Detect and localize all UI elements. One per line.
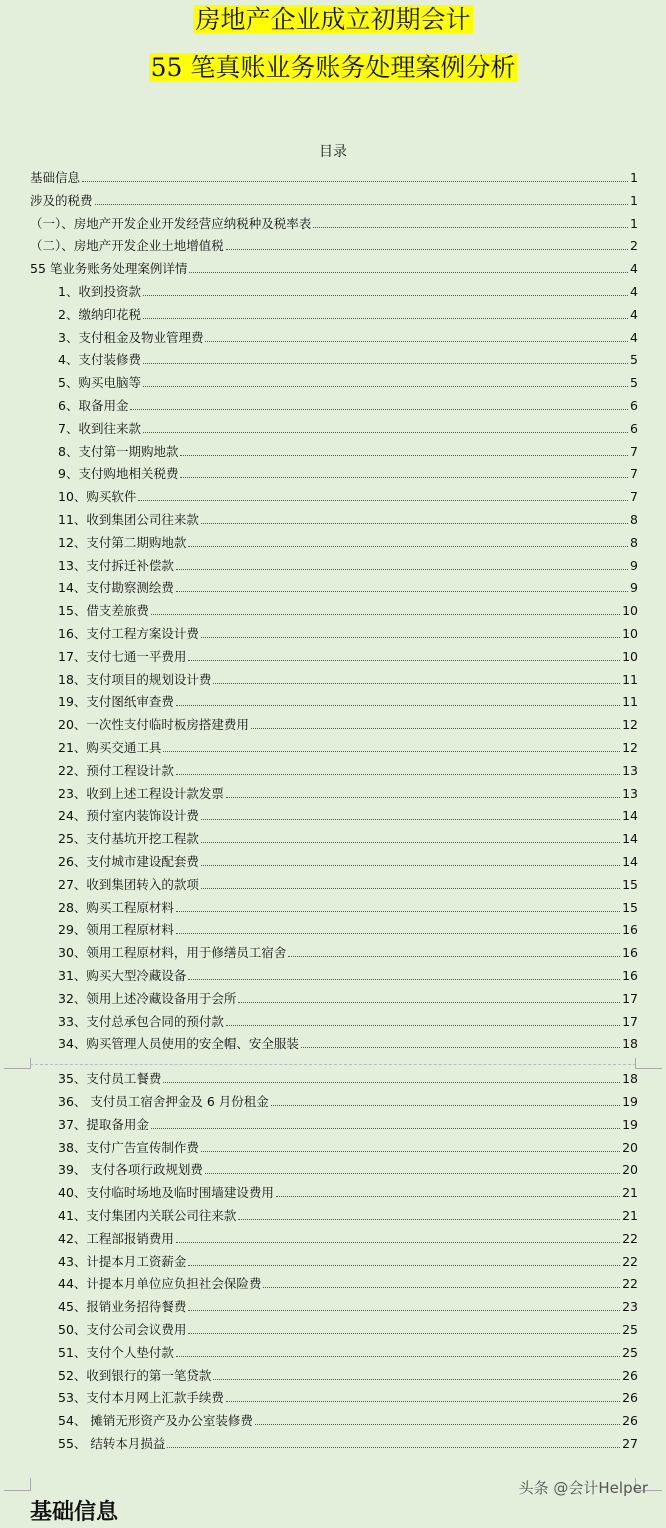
toc-entry[interactable]: [58, 987, 638, 1007]
toc-entry-label: 7、收到往来款: [58, 420, 141, 436]
toc-entry-label: 10、购买软件: [58, 489, 137, 505]
toc-entry-page: 11: [622, 694, 638, 710]
toc-entry[interactable]: [58, 1272, 638, 1292]
toc-entry[interactable]: [58, 554, 638, 574]
toc-entry-label: 16、支付工程方案设计费: [58, 626, 199, 641]
toc-entry-label: 21、购买交通工具: [58, 740, 162, 755]
toc-entry-page: 20: [622, 1139, 638, 1155]
toc-entry-page: 15: [622, 899, 638, 915]
toc-dot-leader: [213, 683, 620, 684]
toc-dot-leader: [143, 432, 628, 433]
toc-dot-leader: [226, 1025, 620, 1026]
toc-dot-leader: [226, 1401, 620, 1402]
toc-entry-label: 39、 支付各项行政规划费: [58, 1162, 203, 1178]
toc-entry-label: 9、支付购地相关税费: [58, 466, 179, 482]
page-break-line: [30, 1064, 636, 1065]
toc-entry[interactable]: [30, 212, 638, 232]
toc-entry-label: 19、支付图纸审查费: [58, 694, 174, 710]
toc-entry-page: 7: [630, 466, 638, 482]
toc-dot-leader: [205, 341, 628, 342]
toc-entry-label: 30、领用工程原材料，用于修缮员工宿舍: [58, 945, 287, 961]
toc-entry-page: 7: [630, 443, 638, 459]
toc-dot-leader: [151, 1128, 620, 1129]
toc-entry-label: 8、支付第一期购地款: [58, 443, 179, 459]
toc-dot-leader: [143, 295, 628, 296]
toc-entry[interactable]: [58, 326, 638, 346]
toc-entry-label: 13、支付拆迁补偿款: [58, 557, 174, 573]
toc-entry-label: 20、一次性支付临时板房搭建费用: [58, 717, 249, 733]
toc-heading: 目录: [319, 144, 347, 160]
toc-dot-leader: [188, 1310, 620, 1311]
toc-entry[interactable]: [58, 1341, 638, 1361]
toc-entry-label: 50、支付公司会议费用: [58, 1322, 187, 1337]
toc-entry[interactable]: [58, 1158, 638, 1178]
toc-dot-leader: [213, 1379, 620, 1380]
toc-entry[interactable]: [58, 782, 638, 802]
toc-entry-label: 31、购买大型冷藏设备: [58, 968, 187, 983]
toc-entry-label: （一）、房地产开发企业开发经营应纳税种及税率表: [30, 215, 312, 231]
toc-entry-page: 9: [630, 557, 638, 573]
toc-entry[interactable]: [58, 1113, 638, 1133]
toc-entry-label: 6、取备用金: [58, 398, 129, 413]
toc-dot-leader: [163, 1082, 620, 1083]
toc-entry-label: 4、支付装修费: [58, 352, 141, 368]
toc-entry-label: 涉及的税费: [30, 192, 93, 208]
toc-entry-label: 53、支付本月网上汇款手续费: [58, 1390, 224, 1406]
toc-entry-page: 13: [622, 785, 638, 801]
toc-entry[interactable]: [30, 189, 638, 209]
toc-entry-page: 12: [622, 740, 638, 755]
toc-entry-page: 16: [622, 968, 638, 983]
toc-dot-leader: [271, 1105, 620, 1106]
toc-entry-page: 15: [622, 876, 638, 892]
toc-entry-label: 27、收到集团转入的款项: [58, 876, 199, 892]
toc-entry-label: 37、提取备用金: [58, 1116, 149, 1132]
toc-dot-leader: [143, 386, 628, 387]
toc-dot-leader: [201, 842, 620, 843]
toc-entry-page: 22: [622, 1230, 638, 1246]
toc-entry-label: 43、计提本月工资薪金: [58, 1253, 187, 1269]
toc-dot-leader: [176, 1356, 620, 1357]
toc-entry-page: 4: [630, 261, 638, 277]
toc-entry-page: 19: [622, 1094, 638, 1109]
title-line-2: [0, 50, 666, 86]
toc-entry-page: 14: [622, 831, 638, 847]
toc-entry[interactable]: [58, 896, 638, 916]
toc-entry-page: 26: [622, 1367, 638, 1383]
toc-dot-leader: [288, 956, 620, 957]
toc-entry-page: 20: [622, 1162, 638, 1178]
toc-dot-leader: [201, 819, 620, 820]
watermark: 头条 @会计Helper: [518, 1479, 648, 1497]
toc-dot-leader: [201, 1151, 620, 1152]
toc-dot-leader: [201, 888, 620, 889]
toc-dot-leader: [201, 637, 620, 638]
toc-entry[interactable]: [58, 1295, 638, 1315]
toc-entry[interactable]: [58, 371, 638, 391]
toc-entry-page: 2: [630, 238, 638, 254]
toc-entry-page: 16: [622, 945, 638, 961]
toc-dot-leader: [301, 1047, 620, 1048]
toc-entry-label: 55、 结转本月损益: [58, 1436, 166, 1451]
toc-entry[interactable]: [30, 257, 638, 277]
toc-dot-leader: [238, 1002, 620, 1003]
page-corner-mark: [4, 1058, 31, 1069]
toc-entry[interactable]: [58, 1250, 638, 1270]
toc-entry-page: 18: [622, 1071, 638, 1087]
toc-dot-leader: [176, 569, 628, 570]
toc-entry[interactable]: [58, 759, 638, 779]
toc-entry-page: 8: [630, 534, 638, 550]
toc-entry[interactable]: [30, 234, 638, 254]
toc-dot-leader: [176, 911, 620, 912]
toc-entry-label: 12、支付第二期购地款: [58, 534, 187, 550]
toc-dot-leader: [143, 318, 628, 319]
toc-entry-page: 26: [622, 1413, 638, 1429]
toc-dot-leader: [188, 1265, 620, 1266]
toc-dot-leader: [238, 1219, 620, 1220]
toc-entry[interactable]: [58, 804, 638, 824]
toc-entry[interactable]: [58, 1432, 638, 1452]
toc-entry-label: 54、 摊销无形资产及办公室装修费: [58, 1413, 253, 1429]
toc-dot-leader: [143, 363, 628, 364]
toc-entry-page: 9: [630, 580, 638, 596]
toc-dot-leader: [201, 865, 620, 866]
toc-entry[interactable]: [58, 827, 638, 847]
toc-dot-leader: [201, 523, 628, 524]
toc-entry-label: 35、支付员工餐费: [58, 1071, 162, 1087]
toc-entry[interactable]: [30, 166, 638, 186]
toc-entry[interactable]: [58, 964, 638, 984]
toc-entry-label: 38、支付广告宣传制作费: [58, 1139, 199, 1155]
title-line-1: [0, 2, 666, 38]
toc-entry-page: 5: [630, 352, 638, 368]
toc-entry[interactable]: [58, 941, 638, 961]
toc-entry-page: 23: [622, 1299, 638, 1315]
toc-dot-leader: [188, 979, 620, 980]
toc-entry-page: 26: [622, 1390, 638, 1406]
toc-entry-label: 17、支付七通一平费用: [58, 648, 187, 664]
toc-entry-page: 14: [622, 854, 638, 869]
toc-dot-leader: [176, 933, 620, 934]
toc-entry[interactable]: [58, 1181, 638, 1201]
toc-entry[interactable]: [58, 303, 638, 323]
toc-entry-label: 51、支付个人垫付款: [58, 1344, 174, 1360]
toc-entry-page: 4: [630, 284, 638, 299]
toc-entry[interactable]: [58, 394, 638, 414]
toc-dot-leader: [180, 455, 628, 456]
toc-entry-label: 15、借支差旅费: [58, 603, 149, 619]
toc-entry[interactable]: [58, 690, 638, 710]
toc-entry-label: 14、支付勘察测绘费: [58, 580, 174, 596]
toc-dot-leader: [189, 272, 628, 273]
toc-entry-page: 4: [630, 329, 638, 345]
toc-entry-page: 22: [622, 1276, 638, 1292]
page-corner-mark: [4, 1478, 31, 1491]
toc-entry-page: 21: [622, 1208, 638, 1223]
toc-entry-label: 3、支付租金及物业管理费: [58, 329, 204, 345]
toc-entry-page: 11: [622, 671, 638, 687]
toc-dot-leader: [180, 477, 628, 478]
toc-entry-page: 4: [630, 306, 638, 322]
toc-dot-leader: [276, 1196, 620, 1197]
toc-dot-leader: [138, 500, 628, 501]
toc-entry-label: 1、收到投资款: [58, 284, 141, 299]
toc-entry-label: 33、支付总承包合同的预付款: [58, 1013, 224, 1029]
toc-entry-page: 1: [630, 192, 638, 208]
toc-entry-label: 2、缴纳印花税: [58, 306, 141, 322]
toc-dot-leader: [176, 591, 628, 592]
toc-entry-page: 12: [622, 717, 638, 733]
toc-entry-page: 10: [622, 648, 638, 664]
toc-entry[interactable]: [58, 873, 638, 893]
toc-dot-leader: [205, 1173, 620, 1174]
toc-entry[interactable]: [58, 918, 638, 938]
toc-dot-leader: [188, 1333, 620, 1334]
page-break: [0, 1058, 666, 1072]
toc-entry-label: 11、收到集团公司往来款: [58, 512, 199, 527]
toc-entry[interactable]: [58, 1318, 638, 1338]
toc-dot-leader: [82, 181, 628, 182]
toc-entry-label: 42、工程部报销费用: [58, 1230, 174, 1246]
toc-entry-label: 5、购买电脑等: [58, 375, 141, 391]
toc-entry-page: 21: [622, 1185, 638, 1201]
toc-entry-label: 40、支付临时场地及临时围墙建设费用: [58, 1185, 274, 1201]
toc-dot-leader: [226, 797, 620, 798]
title-line-2-text: 55 笔真账业务账务处理案例分析: [150, 53, 516, 82]
toc-entry[interactable]: [58, 622, 638, 642]
toc-dot-leader: [167, 1447, 620, 1448]
toc-entry-page: 1: [630, 215, 638, 231]
toc-entry[interactable]: [58, 1386, 638, 1406]
toc-entry-page: 10: [622, 603, 638, 619]
toc-entry[interactable]: [58, 1204, 638, 1224]
toc-entry-label: 41、支付集团内关联公司往来款: [58, 1208, 237, 1223]
toc-entry-label: 34、购买管理人员使用的安全帽、安全服装: [58, 1036, 299, 1052]
toc-entry[interactable]: [58, 1010, 638, 1030]
toc-dot-leader: [255, 1424, 620, 1425]
toc-dot-leader: [176, 1242, 620, 1243]
toc-entry-page: 17: [622, 990, 638, 1006]
toc-entry-label: （二）、房地产开发企业土地增值税: [30, 238, 224, 254]
toc-entry-label: 24、预付室内装饰设计费: [58, 808, 199, 824]
toc-entry-label: 29、领用工程原材料: [58, 922, 174, 938]
toc-entry[interactable]: [58, 599, 638, 619]
toc-dot-leader: [251, 728, 620, 729]
toc-entry[interactable]: [58, 713, 638, 733]
toc-entry-page: 22: [622, 1253, 638, 1269]
toc-entry-label: 22、预付工程设计款: [58, 762, 174, 778]
toc-entry-page: 14: [622, 808, 638, 824]
section-heading: 基础信息: [30, 1500, 119, 1525]
toc-dot-leader: [130, 409, 628, 410]
toc-entry-label: 基础信息: [30, 170, 81, 185]
toc-entry-label: 44、计提本月单位应负担社会保险费: [58, 1276, 262, 1292]
toc-entry[interactable]: [58, 668, 638, 688]
toc-entry[interactable]: [58, 280, 638, 300]
toc-entry[interactable]: [58, 440, 638, 460]
toc-entry-label: 28、购买工程原材料: [58, 899, 174, 915]
toc-entry[interactable]: [58, 850, 638, 870]
toc-entry-label: 32、领用上述冷藏设备用于会所: [58, 990, 237, 1006]
toc-entry-page: 16: [622, 922, 638, 938]
toc-entry-page: 25: [622, 1322, 638, 1337]
toc-entry[interactable]: [58, 1090, 638, 1110]
toc-dot-leader: [188, 660, 620, 661]
toc-dot-leader: [263, 1287, 620, 1288]
toc-entry[interactable]: [58, 531, 638, 551]
toc-entry[interactable]: [58, 1032, 638, 1052]
toc-entry[interactable]: [58, 508, 638, 528]
toc-entry-page: 18: [622, 1036, 638, 1052]
toc-entry-label: 45、报销业务招待餐费: [58, 1299, 187, 1315]
toc-entry[interactable]: [58, 736, 638, 756]
toc-entry-label: 55 笔业务账务处理案例详情: [30, 261, 188, 277]
toc-dot-leader: [226, 249, 628, 250]
toc-entry-page: 1: [630, 170, 638, 185]
toc-entry[interactable]: [58, 417, 638, 437]
toc-dot-leader: [176, 705, 620, 706]
toc-dot-leader: [151, 614, 620, 615]
toc-entry[interactable]: [58, 485, 638, 505]
toc-dot-leader: [176, 774, 620, 775]
toc-entry-page: 6: [630, 398, 638, 413]
toc-entry-page: 6: [630, 420, 638, 436]
toc-entry[interactable]: [58, 1409, 638, 1429]
toc-entry[interactable]: [58, 462, 638, 482]
toc-entry-page: 19: [622, 1116, 638, 1132]
toc-entry-label: 36、 支付员工宿舍押金及 6 月份租金: [58, 1094, 269, 1109]
toc-entry-label: 26、支付城市建设配套费: [58, 854, 199, 869]
toc-dot-leader: [188, 546, 628, 547]
toc-entry[interactable]: [58, 348, 638, 368]
toc-entry[interactable]: [58, 576, 638, 596]
toc-entry-page: 10: [622, 626, 638, 641]
toc-entry[interactable]: [58, 645, 638, 665]
toc-entry-page: 5: [630, 375, 638, 391]
toc-entry[interactable]: [58, 1227, 638, 1247]
toc-entry-page: 8: [630, 512, 638, 527]
toc-entry-page: 13: [622, 762, 638, 778]
toc-entry-label: 52、收到银行的第一笔贷款: [58, 1367, 212, 1383]
toc-entry-label: 23、收到上述工程设计款发票: [58, 785, 224, 801]
toc-entry-page: 7: [630, 489, 638, 505]
toc-entry-page: 17: [622, 1013, 638, 1029]
toc-dot-leader: [163, 751, 620, 752]
toc-entry-page: 27: [622, 1436, 638, 1451]
title-line-1-text: 房地产企业成立初期会计: [195, 5, 471, 34]
toc-entry[interactable]: [58, 1364, 638, 1384]
toc-entry[interactable]: [58, 1136, 638, 1156]
toc-entry-label: 18、支付项目的规划设计费: [58, 671, 212, 687]
page-corner-mark: [635, 1058, 662, 1069]
toc-entry-page: 25: [622, 1344, 638, 1360]
toc-entry-label: 25、支付基坑开挖工程款: [58, 831, 199, 847]
toc-dot-leader: [313, 227, 628, 228]
toc-dot-leader: [95, 204, 629, 205]
